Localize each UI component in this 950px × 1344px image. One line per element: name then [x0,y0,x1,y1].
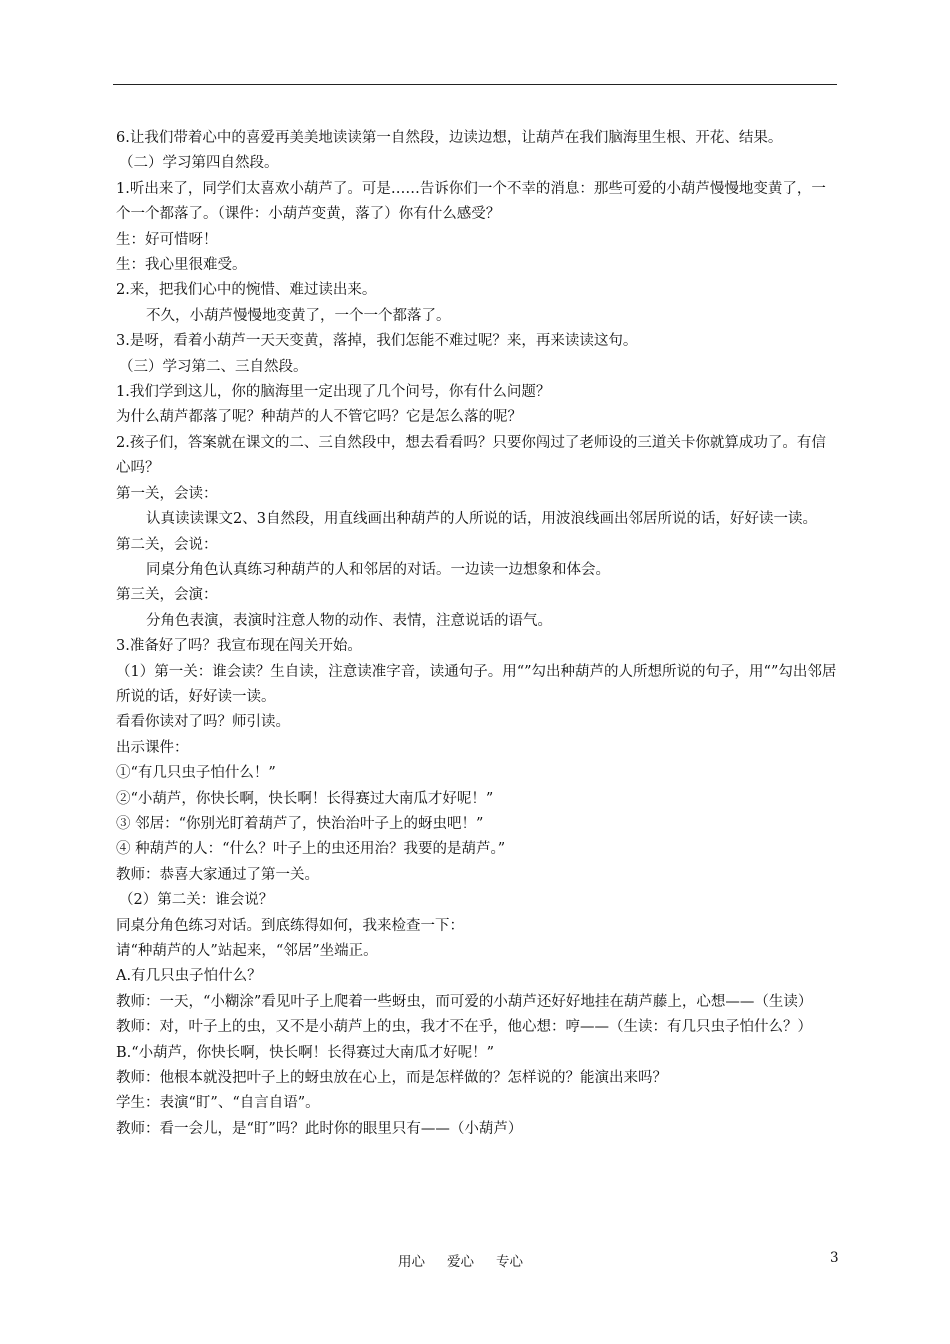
paragraph: 1.听出来了，同学们太喜欢小葫芦了。可是……告诉你们一个不幸的消息：那些可爱的小葫芦慢慢地变黄了，一个一个都落了。（课件：小葫芦变黄，落了）你有什么感受？ [116,180,826,223]
paragraph: 3.准备好了吗？我宣布现在闯关开始。 [116,638,362,655]
level-heading: 第二关，会说： [116,536,218,553]
document-body [116,126,840,1142]
student-response: 生：好可惜呀！ [116,231,218,248]
paragraph: 看看你读对了吗？师引读。 [116,714,290,731]
level-instruction: 同桌分角色认真练习种葫芦的人和邻居的对话。一边读一边想象和体会。 [146,561,610,578]
paragraph: 教师：对，叶子上的虫，又不是小葫芦上的虫，我才不在乎，他心想：哼——（生读：有几只虫子怕什么？） [116,1019,812,1036]
paragraph: 同桌分角色练习对话。到底练得如何，我来检查一下： [116,917,464,934]
paragraph: 学生：表演“盯”、“自言自语”。 [116,1095,320,1112]
footer-motto [398,1250,545,1270]
level-heading: 第一关，会读： [116,485,218,502]
level-instruction: 认真读读课文2、3自然段，用直线画出种葫芦的人所说的话，用波浪线画出邻居所说的话，好好读一读。 [146,511,817,528]
paragraph: 教师：看一会儿，是“盯”吗？此时你的眼里只有——（小葫芦） [116,1120,523,1137]
paragraph: 教师：他根本就没把叶子上的蚜虫放在心上，而是怎样做的？怎样说的？能演出来吗？ [116,1070,667,1087]
list-item: ②“小葫芦，你快长啊，快长啊！长得赛过大南瓜才好呢！” [116,790,494,807]
paragraph: 6.让我们带着心中的喜爱再美美地读读第一自然段，边读边想，让葫芦在我们脑海里生根、开花、结果。 [116,130,783,146]
paragraph: 1.我们学到这儿，你的脑海里一定出现了几个问号，你有什么问题？ [116,384,551,401]
level-instruction: 分角色表演，表演时注意人物的动作、表情，注意说话的语气。 [146,612,552,629]
paragraph: （1）第一关：谁会读？生自读，注意读准字音，读通句子。用“”勾出种葫芦的人所想所说的句子，用“”勾出邻居所说的话，好好读一读。 [116,663,837,705]
student-response: 生：我心里很难受。 [116,257,247,274]
paragraph: 教师：恭喜大家通过了第一关。 [116,866,319,883]
header-rule [113,84,837,85]
list-item: ①“有几只虫子怕什么！” [116,765,276,782]
paragraph: 出示课件： [116,739,189,756]
paragraph: 3.是呀，看着小葫芦一天天变黄，落掉，我们怎能不难过呢？来，再来读读这句。 [116,333,638,350]
paragraph: 请“种葫芦的人”站起来，“邻居”坐端正。 [116,943,378,959]
paragraph: B.“小葫芦，你快长啊，快长啊！长得赛过大南瓜才好呢！” [116,1044,495,1061]
section-heading: （三）学习第二、三自然段。 [119,358,308,375]
footer-word: 专心 [496,1254,523,1270]
list-item: ④ 种葫芦的人：“什么？叶子上的虫还用治？我要的是葫芦。” [116,841,506,858]
paragraph: 教师：一天，“小糊涂”看见叶子上爬着一些蚜虫，而可爱的小葫芦还好好地挂在葫芦藤上，心想——（生读） [116,993,813,1010]
paragraph: 2.孩子们，答案就在课文的二、三自然段中，想去看看吗？只要你闯过了老师设的三道关卡你就算成功了。有信心吗？ [116,434,826,477]
level-heading: 第三关，会演： [116,587,218,604]
footer-word: 爱心 [447,1254,474,1270]
paragraph: （2）第二关：谁会说？ [119,892,274,909]
paragraph: 为什么葫芦都落了呢？种葫芦的人不管它吗？它是怎么落的呢？ [116,409,522,426]
quoted-sentence: 不久，小葫芦慢慢地变黄了，一个一个都落了。 [146,307,451,324]
page-footer [0,1250,950,1270]
page-number: 3 [830,1250,839,1266]
footer-word: 用心 [398,1254,425,1270]
paragraph: A.有几只虫子怕什么？ [116,968,262,985]
list-item: ③ 邻居：“你别光盯着葫芦了，快治治叶子上的蚜虫吧！” [116,815,484,832]
paragraph: 2.来，把我们心中的惋惜、难过读出来。 [116,282,377,299]
section-heading: （二）学习第四自然段。 [119,155,279,172]
